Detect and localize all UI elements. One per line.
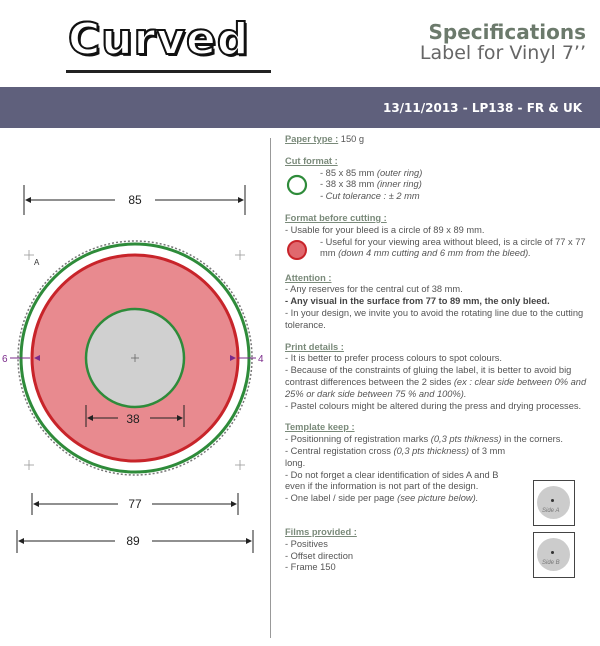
side-a-marker: A [34, 258, 40, 267]
films-heading: Films provided : [285, 526, 357, 537]
template-line-2: - Central registation cross (0,3 pts thickness) of 3 mm long. [285, 445, 506, 468]
films-item-2: - Offset direction [285, 550, 354, 561]
banner-text: 13/11/2013 - LP138 - FR & UK [382, 101, 582, 115]
format-line-2: - Useful for your viewing area without bleed, is a circle of 77 x 77 mm (down 4 mm cutting and 6 mm from the bleed). [320, 236, 586, 259]
attention-line-3: - In your design, we invite you to avoid the rotating line due to the cutting tolerance. [285, 307, 584, 330]
side-b-label: Side B [542, 560, 560, 566]
brand-logo: Curved [68, 14, 250, 65]
green-ring-icon [285, 171, 315, 201]
print-line-3: - Pastel colours might be altered during the press and drying processes. [285, 400, 582, 411]
cut-row [285, 168, 593, 203]
page-subtitle: Label for Vinyl 7’’ [419, 42, 586, 64]
red-disc-icon [285, 237, 315, 263]
cut-line-3: - Cut tolerance : ± 2 mm [320, 191, 420, 202]
format-row [285, 237, 593, 263]
format-heading: Format before cutting : [285, 212, 387, 223]
paper-section [285, 134, 593, 146]
page-title: Specifications [428, 20, 586, 44]
logo-underline [66, 70, 271, 73]
label-diagram [0, 130, 270, 560]
attention-line-2: - Any visual in the surface from 77 to 89 mm, the only bleed. [285, 296, 550, 307]
template-line-4: - One label / side per page (see picture below). [285, 493, 479, 504]
format-line-1: - Usable for your bleed is a circle of 89 x 89 mm. [285, 224, 485, 235]
side-b-thumbnail [533, 532, 575, 578]
format-section [285, 213, 593, 263]
template-line-1: - Positionning of registration marks (0,3 pts thikness) in the corners. [285, 434, 564, 445]
template-heading: Template keep : [285, 422, 355, 433]
cut-line-1: - 85 x 85 mm (outer ring) [320, 167, 423, 178]
print-line-2: - Because of the constraints of gluing the label, it is better to avoid big contrast differences between the 2 sides (ex : clear side between 0% and 25% or dark side between 75 % and 100%). [285, 365, 587, 399]
left-number: 6 [2, 354, 8, 365]
right-number: 4 [258, 354, 264, 365]
dim-38-label: 38 [126, 412, 140, 426]
print-line-1: - It is better to prefer process colours to spot colours. [285, 353, 503, 364]
print-heading: Print details : [285, 341, 344, 352]
template-line-3: - Do not forget a clear identification of sides A and B even if the information is not part of the design. [285, 469, 499, 492]
side-a-label: Side A [542, 508, 560, 514]
side-a-thumbnail [533, 480, 575, 526]
paper-value: 150 g [338, 134, 365, 144]
cut-section [285, 156, 593, 203]
cut-line-2: - 38 x 38 mm (inner ring) [320, 179, 422, 190]
attention-section [285, 273, 593, 332]
print-section [285, 342, 593, 413]
attention-heading: Attention : [285, 272, 332, 283]
dim-85-label: 85 [128, 193, 142, 207]
films-item-1: - Positives [285, 538, 328, 549]
paper-heading: Paper type : [285, 134, 339, 144]
column-divider [270, 138, 271, 638]
dim-89-label: 89 [126, 534, 140, 548]
cut-heading: Cut format : [285, 155, 338, 166]
films-item-3: - Frame 150 [285, 562, 336, 573]
attention-line-1: - Any reserves for the central cut of 38 mm. [285, 284, 463, 295]
dim-77-label: 77 [128, 497, 142, 511]
